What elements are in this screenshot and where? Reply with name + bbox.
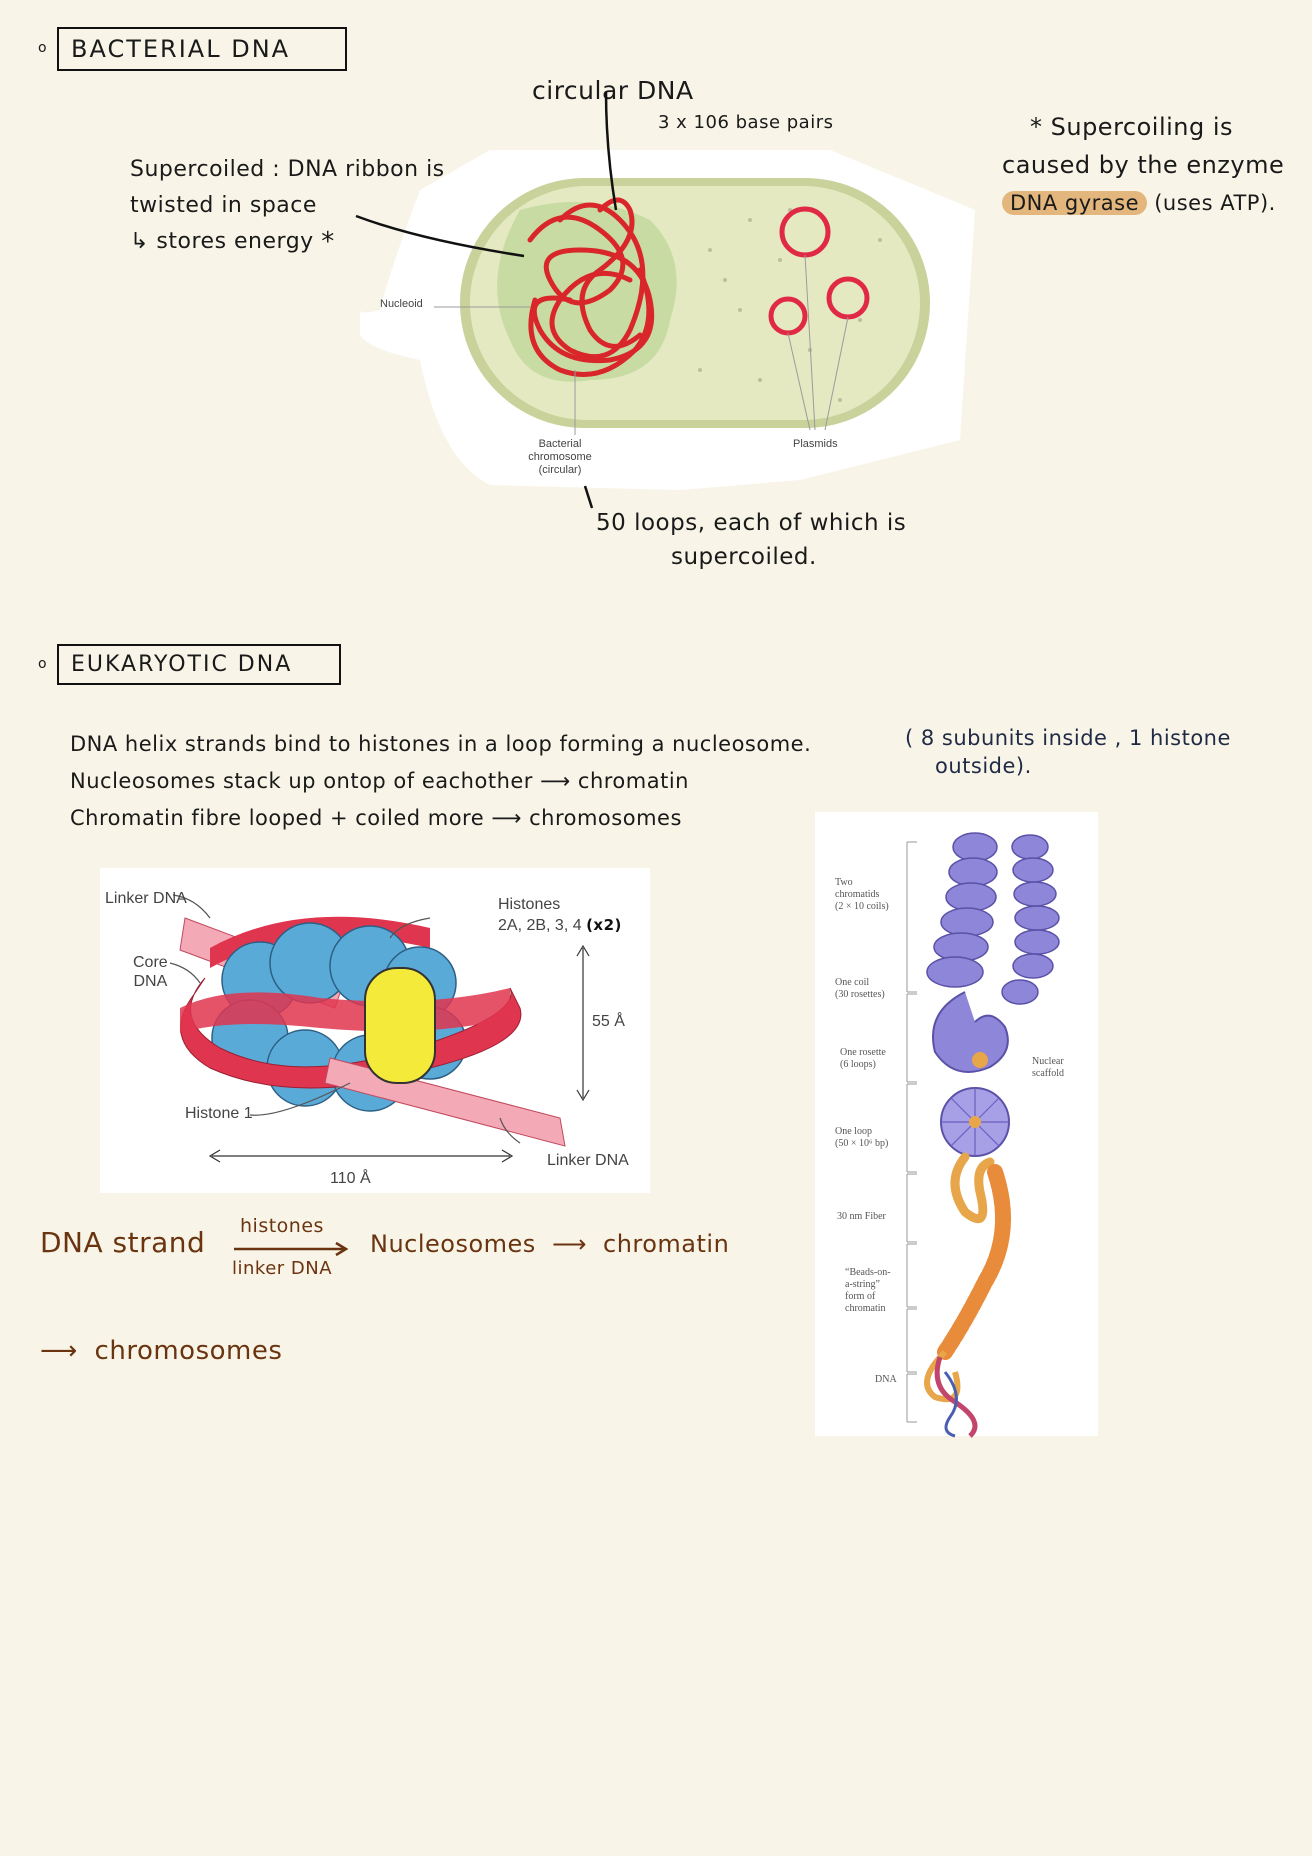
dimension-55-label: 55 Å bbox=[592, 1013, 625, 1030]
loops-line-2: supercoiled. bbox=[671, 544, 817, 570]
beads-1: “Beads-on- bbox=[845, 1267, 891, 1278]
flow-arrow-2: ⟶ bbox=[551, 1230, 587, 1258]
dimension-55 bbox=[577, 946, 589, 1100]
label-one-rosette bbox=[840, 1047, 886, 1071]
two-chromatids-2: chromatids bbox=[835, 889, 880, 900]
one-coil-1: One coil bbox=[835, 977, 870, 988]
section-heading-eukaryotic: EUKARYOTIC DNA bbox=[57, 644, 341, 685]
core-dna-1: Core bbox=[133, 954, 168, 971]
loops-line-1: 50 loops, each of which is bbox=[596, 510, 907, 536]
chromosome-label-2: chromosome bbox=[528, 451, 592, 463]
histones-1: Histones bbox=[498, 896, 561, 913]
core-dna-2: DNA bbox=[133, 973, 168, 990]
one-rosette-1: One rosette bbox=[840, 1047, 886, 1058]
gyrase-line-2: caused by the enzyme bbox=[1002, 151, 1285, 179]
beads-4: chromatin bbox=[845, 1303, 886, 1314]
subunits-line-2: outside). bbox=[935, 754, 1032, 778]
histones-2-text: 2A, 2B, 3, 4 bbox=[498, 917, 582, 934]
label-two-chromatids bbox=[835, 877, 889, 913]
label-dna: DNA bbox=[875, 1374, 897, 1385]
gyrase-highlight: DNA gyrase bbox=[1002, 191, 1147, 215]
two-chromatids-1: Two bbox=[835, 877, 853, 888]
dimension-110 bbox=[210, 1150, 512, 1162]
nucleoid-label: Nucleoid bbox=[380, 298, 423, 310]
section-heading-bacterial: BACTERIAL DNA bbox=[57, 27, 347, 71]
dimension-110-label: 110 Å bbox=[330, 1170, 371, 1187]
eukaryotic-line-1: DNA helix strands bind to histones in a loop forming a nucleosome. bbox=[70, 732, 812, 756]
subunits-note bbox=[905, 724, 1231, 780]
label-one-loop bbox=[835, 1126, 888, 1150]
eukaryotic-notes bbox=[70, 726, 811, 837]
flow-nucleosomes-text: Nucleosomes bbox=[370, 1230, 536, 1258]
one-loop-1: One loop bbox=[835, 1126, 872, 1137]
supercoiled-line-1: Supercoiled : DNA ribbon is bbox=[130, 157, 445, 182]
gyrase-line-1: * Supercoiling is bbox=[1030, 113, 1234, 141]
nuclear-1: Nuclear bbox=[1032, 1056, 1064, 1067]
base-pairs-label: 3 x 106 base pairs bbox=[658, 112, 834, 133]
chromosome-label-1: Bacterial bbox=[538, 438, 582, 450]
rosette bbox=[972, 1052, 988, 1068]
loops-note bbox=[596, 506, 906, 574]
single-loop bbox=[955, 1157, 990, 1219]
nuclear-2: scaffold bbox=[1032, 1068, 1065, 1079]
flow-arrow-3: ⟶ bbox=[40, 1336, 78, 1366]
linker-dna-bottom-label: Linker DNA bbox=[547, 1152, 629, 1169]
label-beads-on-string bbox=[845, 1267, 891, 1315]
histones-label bbox=[498, 894, 622, 936]
flow-nucleosomes bbox=[370, 1230, 729, 1258]
one-rosette-2: (6 loops) bbox=[840, 1059, 876, 1070]
flow-arrow bbox=[232, 1242, 352, 1256]
chromosome-label-3: (circular) bbox=[538, 464, 582, 476]
flow-dna-strand: DNA strand bbox=[40, 1226, 206, 1259]
supercoiled-line-2: twisted in space bbox=[130, 193, 317, 218]
bullet: o bbox=[38, 656, 47, 672]
circular-dna-label: circular DNA bbox=[532, 76, 694, 105]
label-one-coil bbox=[835, 977, 885, 1001]
star-icon: * bbox=[321, 227, 335, 257]
beads-2: a-string” bbox=[845, 1279, 880, 1290]
flow-arrow-bottom: linker DNA bbox=[232, 1258, 333, 1279]
coil-spiral bbox=[933, 992, 1008, 1072]
one-loop-2: (50 × 10⁶ bp) bbox=[835, 1138, 889, 1149]
plasmids-label: Plasmids bbox=[793, 438, 838, 450]
supercoiled-line-3-text: ↳ stores energy bbox=[130, 229, 314, 254]
one-coil-2: (30 rosettes) bbox=[835, 989, 885, 1000]
two-chromatids-3: (2 × 10 coils) bbox=[835, 901, 889, 912]
label-30nm-fiber: 30 nm Fiber bbox=[837, 1211, 886, 1222]
subunits-line-1: ( 8 subunits inside , 1 histone bbox=[905, 726, 1231, 750]
rosette-loops bbox=[941, 1088, 1009, 1156]
flow-chromosomes-row bbox=[40, 1336, 282, 1366]
histone-1-label: Histone 1 bbox=[185, 1105, 253, 1122]
label-nuclear-scaffold bbox=[1032, 1056, 1064, 1080]
core-dna-label bbox=[133, 953, 168, 991]
bullet: o bbox=[38, 40, 47, 56]
eukaryotic-line-2: Nucleosomes stack up ontop of eachother ⟶ chromatin bbox=[70, 769, 689, 793]
bracket-lines bbox=[907, 842, 917, 1422]
linker-dna-top-label: Linker DNA bbox=[105, 890, 187, 907]
eukaryotic-line-3: Chromatin fibre looped + coiled more ⟶ chromosomes bbox=[70, 806, 682, 830]
histones-2 bbox=[498, 915, 622, 936]
chromatid-coils bbox=[927, 833, 1059, 1004]
histone-1 bbox=[365, 968, 435, 1083]
histones-x2: (x2) bbox=[586, 916, 622, 934]
flow-chromatin: chromatin bbox=[603, 1230, 730, 1258]
flow-chromosomes: chromosomes bbox=[94, 1336, 283, 1366]
gyrase-line-3-rest: (uses ATP). bbox=[1154, 191, 1276, 215]
flow-arrow-top: histones bbox=[240, 1215, 324, 1237]
beads-3: form of bbox=[845, 1291, 876, 1302]
